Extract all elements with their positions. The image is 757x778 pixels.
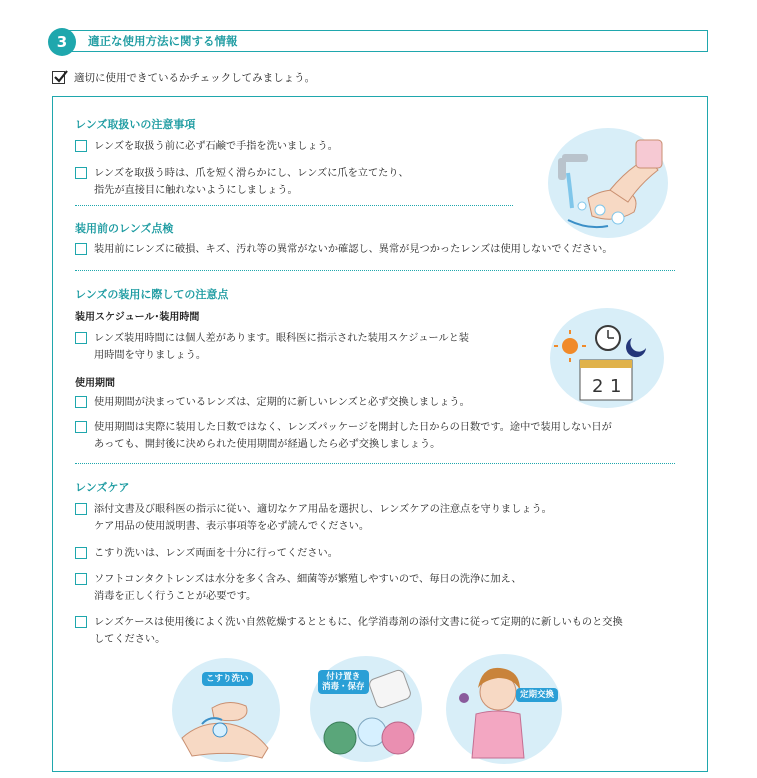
- replacement-label: 定期交換: [516, 688, 558, 702]
- svg-text:2: 2: [592, 376, 604, 397]
- item-text: 使用期間は実際に装用した日数ではなく、レンズパッケージを開封した日からの日数です。途中で装用しない日が あっても、開封後に決められた使用期間が経過したら必ず交換しましょう。: [94, 422, 612, 450]
- handwash-illustration: [548, 128, 668, 238]
- wearing-subtitle-period: 使用期間: [75, 378, 115, 389]
- wearing-subtitle-schedule: 装用スケジュール･装用時間: [75, 312, 200, 323]
- checkbox[interactable]: [75, 547, 87, 559]
- soak-storage-illustration: [310, 656, 422, 762]
- svg-text:1: 1: [610, 376, 622, 397]
- item-text: レンズケースは使用後によく洗い自然乾燥するとともに、化学消毒剤の添付文書に従って定期的に新しいものと交換 してください。: [94, 617, 623, 645]
- checkmark-icon: [52, 71, 65, 84]
- rub-wash-label: こすり洗い: [202, 672, 253, 686]
- care-title: レンズケア: [75, 481, 130, 494]
- item-text: 装用前にレンズに破損、キズ、汚れ等の異常がないか確認し、異常が見つかったレンズは使用しないでください。: [94, 244, 613, 255]
- checkbox[interactable]: [75, 421, 87, 433]
- checklist-item[interactable]: [75, 241, 613, 258]
- checklist-item[interactable]: [75, 419, 612, 453]
- item-text: レンズを取扱う前に必ず石鹸で手指を洗いましょう。: [94, 141, 338, 152]
- checklist-item[interactable]: [75, 330, 469, 364]
- rub-wash-illustration: [172, 658, 280, 762]
- dotted-divider: [75, 463, 675, 464]
- intro-line: [52, 70, 315, 85]
- checkbox[interactable]: [75, 167, 87, 179]
- item-text: こすり洗いは、レンズ両面を十分に行ってください。: [94, 548, 338, 559]
- intro-text: 適切に使用できているかチェックしてみましょう。: [74, 72, 316, 84]
- item-text: 使用期間が決まっているレンズは、定期的に新しいレンズと必ず交換しましょう。: [94, 397, 470, 408]
- checklist-item[interactable]: [75, 394, 470, 411]
- item-text: レンズ装用時間には個人差があります。眼科医に指示された装用スケジュールと装 用時間を守りましょう。: [94, 333, 469, 361]
- checklist-item[interactable]: [75, 501, 552, 535]
- dotted-divider: [75, 270, 675, 271]
- soak-storage-label: 付け置き 消毒・保存: [318, 670, 369, 694]
- calendar-illustration: [550, 308, 664, 408]
- handling-title: レンズ取扱いの注意事項: [75, 118, 196, 131]
- item-text: ソフトコンタクトレンズは水分を多く含み、細菌等が繁殖しやすいので、毎日の洗浄に加え、 消毒を正しく行うことが必要です。: [94, 574, 522, 602]
- wearing-title: レンズの装用に際しての注意点: [75, 288, 229, 301]
- checkbox[interactable]: [75, 243, 87, 255]
- item-text: 添付文書及び眼科医の指示に従い、適切なケア用品を選択し、レンズケアの注意点を守りましょう。 ケア用品の使用説明書、表示事項等を必ず読んでください。: [94, 504, 552, 532]
- item-text: レンズを取扱う時は、爪を短く滑らかにし、レンズに爪を立てたり、 指先が直接目に触れないようにしましょう。: [94, 168, 409, 196]
- checklist-item[interactable]: [75, 165, 409, 199]
- checkbox[interactable]: [75, 573, 87, 585]
- section-number-badge: 3: [48, 28, 76, 56]
- section-title: 適正な使用方法に関する情報: [88, 34, 238, 48]
- checkbox[interactable]: [75, 396, 87, 408]
- checklist-item[interactable]: [75, 571, 522, 605]
- checkbox[interactable]: [75, 140, 87, 152]
- checkbox[interactable]: [75, 616, 87, 628]
- precheck-title: 装用前のレンズ点検: [75, 222, 174, 235]
- checklist-item[interactable]: [75, 614, 623, 648]
- checklist-item[interactable]: [75, 138, 338, 155]
- checkbox[interactable]: [75, 332, 87, 344]
- replacement-illustration: [446, 654, 562, 764]
- section-header: [44, 28, 708, 54]
- checkbox[interactable]: [75, 503, 87, 515]
- dotted-divider: [75, 205, 513, 206]
- checklist-item[interactable]: [75, 545, 338, 562]
